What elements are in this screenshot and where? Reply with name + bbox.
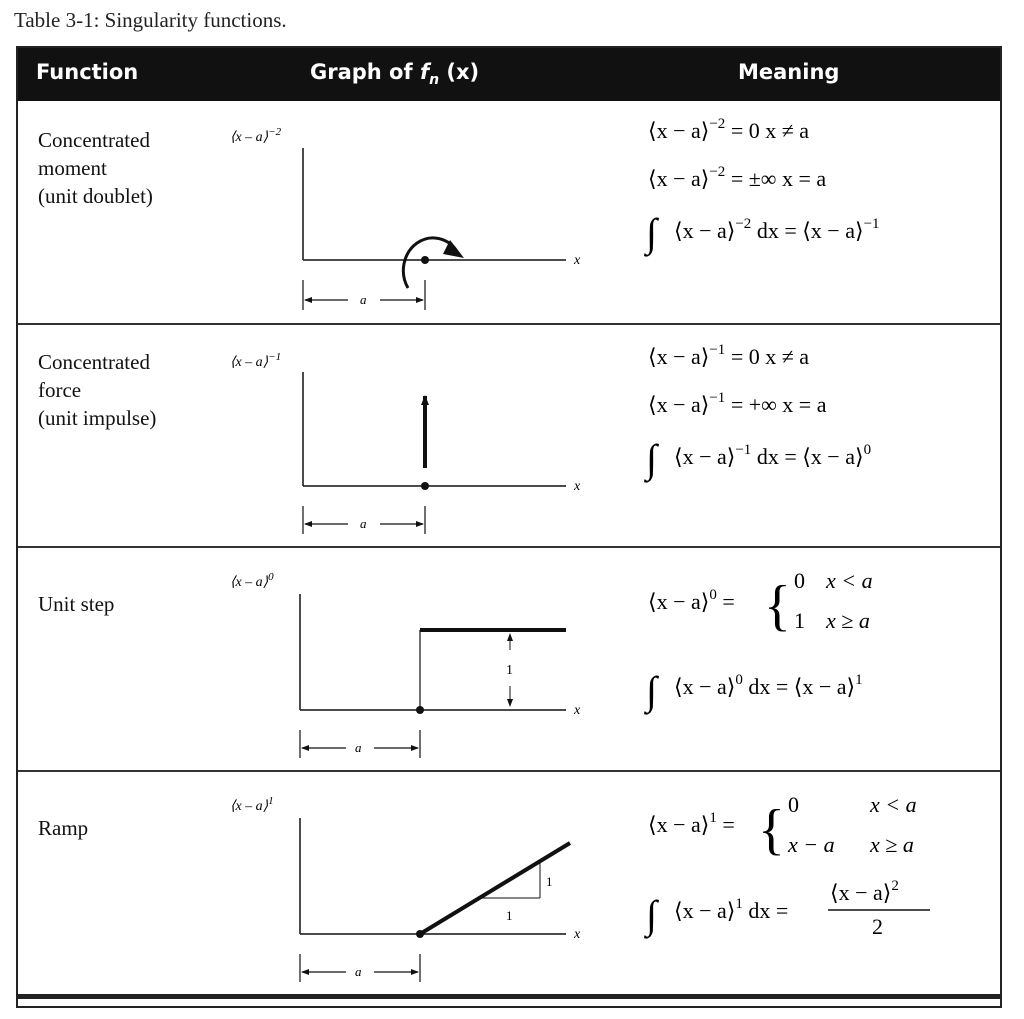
svg-text:∫: ∫ [646,668,657,713]
svg-text:1: 1 [794,608,805,633]
doublet-graph [230,126,581,310]
unit-height-label: 1 [506,663,513,678]
svg-text:⟨x − a⟩0 dx = ⟨x − a⟩1: ⟨x − a⟩$^0$ dx = ⟨x − a⟩$^1$ [674,672,863,699]
svg-text:∫: ∫ [646,436,657,481]
row-label-impulse: Concentrated force (unit impulse) [38,350,157,430]
header-graph-f: f [419,60,430,84]
slope-rise-label: 1 [546,874,553,889]
step-graph [230,571,581,758]
step-meaning [643,568,873,715]
a-label: a [360,292,367,307]
x-axis-label: x [574,479,581,494]
point-a [416,930,424,938]
svg-text:⟨x − a⟩2: ⟨x − a⟩$^2$ [830,878,899,905]
x-axis-label: x [574,253,581,268]
svg-text:x < a: x < a [870,792,917,817]
case-brace: { [758,799,785,861]
svg-text:2: 2 [872,914,883,939]
svg-text:x < a: x < a [826,568,873,593]
svg-text:⟨x − a⟩1 =: ⟨x − a⟩$^1$ = [648,810,735,837]
x-axis-label: x [574,927,581,942]
svg-text:⟨x − a⟩−1 = 0 x ≠ a: ⟨x − a⟩$^{-1}$ = 0 x ≠ a [648,342,810,369]
singularity-table [16,46,1002,1008]
svg-text:⟨x − a⟩0 =: ⟨x − a⟩$^0$ = [648,587,735,614]
ramp-graph [230,795,581,982]
case-brace: { [764,575,791,637]
header-meaning: Meaning [738,60,840,84]
svg-text:⟨x − a⟩−2 = ±∞ x = a: ⟨x − a⟩$^{-2}$ = ±∞ x = a [648,164,827,191]
header-graph-prefix: Graph of [310,60,420,84]
svg-text:⟨x − a⟩−1 = +∞ x = a: ⟨x − a⟩$^{-1}$ = +∞ x = a [648,390,827,417]
a-label: a [355,964,362,979]
a-label: a [360,516,367,531]
point-a [421,256,429,264]
row-label-ramp: Ramp [38,816,89,840]
svg-text:0: 0 [794,568,805,593]
svg-text:x − a: x − a [788,832,835,857]
table-caption: Table 3-1: Singularity functions. [14,8,287,32]
header-graph-suffix: (x) [439,60,480,84]
svg-text:⟨x − a⟩−1 dx = ⟨x − a⟩0: ⟨x − a⟩$^{-1}$ dx = ⟨x − a⟩$^0$ [674,442,872,469]
svg-text:0: 0 [788,792,799,817]
graphs-and-formulas [18,48,1000,1006]
svg-text:⟨x − a⟩−2 = 0 x ≠ a: ⟨x − a⟩$^{-2}$ = 0 x ≠ a [648,116,810,143]
svg-text:x ≥ a: x ≥ a [870,832,914,857]
row-label-doublet: Concentrated moment (unit doublet) [38,128,153,208]
slope-run-label: 1 [506,908,513,923]
header-graph-n: n [429,72,440,89]
svg-text:∫: ∫ [646,210,657,255]
ramp-meaning [643,792,930,939]
point-a [416,706,424,714]
svg-text:∫: ∫ [646,892,657,937]
doublet-axis-label: ⟨x – a⟩$^{-2}$ [230,126,282,145]
row-label-step: Unit step [38,592,115,616]
svg-text:x ≥ a: x ≥ a [826,608,870,633]
impulse-meaning [643,342,871,483]
impulse-graph [230,351,581,534]
svg-text:⟨x − a⟩−2 dx = ⟨x − a⟩−1: ⟨x − a⟩$^{-2}$ dx = ⟨x − a⟩$^{-1}$ [674,216,880,243]
svg-text:⟨x − a⟩1 dx =: ⟨x − a⟩$^1$ dx = [674,896,789,923]
header-function: Function [36,60,139,84]
step-axis-label: ⟨x – a⟩$^0$ [230,571,274,590]
a-label: a [355,740,362,755]
x-axis-label: x [574,703,581,718]
doublet-meaning [643,116,880,257]
ramp-axis-label: ⟨x – a⟩$^1$ [230,795,274,814]
point-a [421,482,429,490]
impulse-axis-label: ⟨x – a⟩$^{-1}$ [230,351,282,370]
